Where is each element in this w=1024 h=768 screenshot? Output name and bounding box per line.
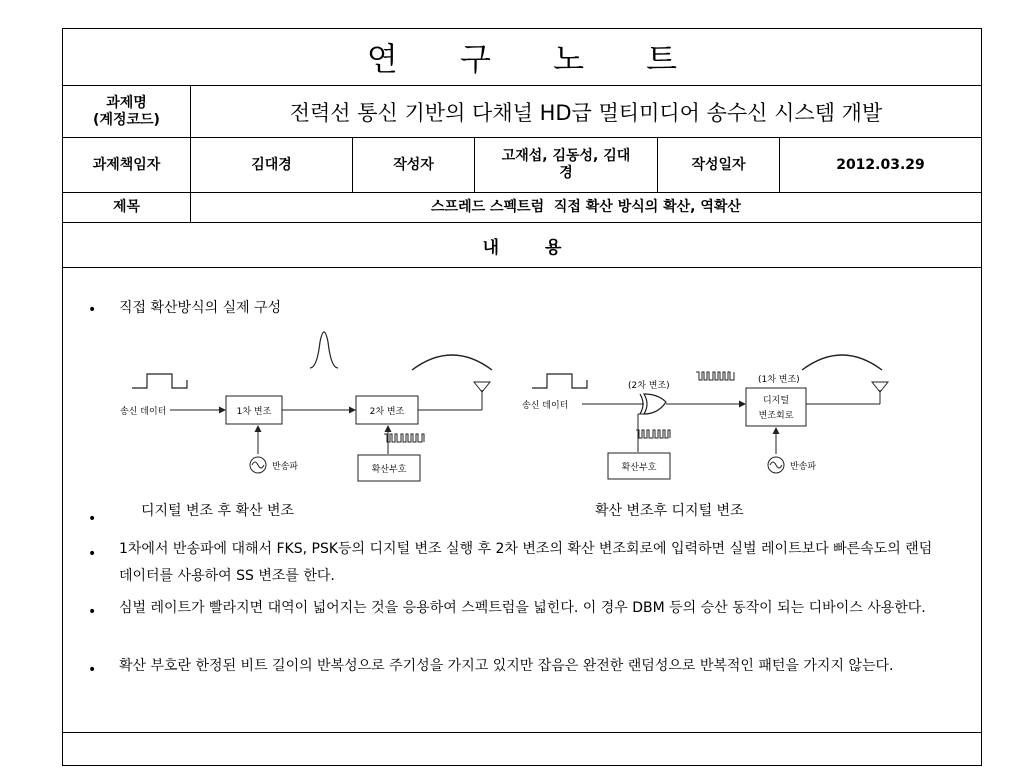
project-name: 전력선 통신 기반의 다채널 HD급 멀티미디어 송수신 시스템 개발	[190, 86, 981, 137]
caption-left: 디지털 변조 후 확산 변조	[141, 503, 295, 519]
digital-mod-line2: 변조회로	[758, 411, 794, 421]
right-spread-code-label: 확산부호	[621, 463, 657, 473]
caption-right: 확산 변조후 디지털 변조	[595, 503, 744, 519]
bullet-dot: •	[88, 302, 97, 318]
project-label: 과제명 (계정코드)	[93, 94, 160, 128]
bullet-text-2: 1차에서 반송파에 대해서 FKS, PSK등의 디지털 변조 실행 후 2차 변조의 확산 변조회로에 입력하면 실벌 레이트보다 빠른속도의 랜덤 데이터를 사용하여 SS 변조를 한다.	[119, 541, 933, 584]
data-waveform-icon	[132, 374, 187, 388]
left-mod2-label: 2차 변조	[369, 407, 405, 417]
right-mod2-label: (2차 변조)	[628, 381, 670, 391]
date-label: 작성일자	[657, 138, 779, 192]
pn-code-icon	[696, 372, 734, 380]
bullet-text-4: 확산 부호란 한정된 비트 길이의 반복성으로 주기성을 가지고 있지만 잡음은 완전한 랜덤성으로 반복적인 패턴을 가지지 않는다.	[119, 658, 894, 674]
spread-spectrum-icon	[802, 355, 882, 370]
bullet-text-1: 직접 확산방식의 실제 구성	[119, 300, 282, 316]
author-value: 고재섭, 김동성, 김대경	[474, 138, 657, 192]
pn-code-icon	[636, 430, 670, 438]
xor-gate-icon	[644, 394, 666, 414]
bullet-dot: •	[88, 662, 97, 678]
subject-row	[63, 193, 981, 223]
right-carrier-label: 반송파	[790, 462, 817, 472]
left-carrier-label: 반송파	[272, 462, 299, 472]
digital-mod-line1: 디지털	[762, 396, 790, 406]
subject-label: 제목	[112, 199, 141, 215]
project-row	[63, 86, 981, 138]
right-mod1-label: (1차 변조)	[758, 375, 800, 385]
left-mod1-label: 1차 변조	[236, 407, 272, 417]
pulse-spectrum-icon	[310, 332, 338, 368]
page-title: 연 구 노 트	[366, 40, 704, 78]
leader-value: 김대경	[190, 138, 352, 192]
content-heading-row	[63, 223, 981, 268]
leader-label: 과제책임자	[92, 156, 161, 173]
right-diagram	[522, 355, 888, 479]
right-input-label: 송신 데이터	[522, 401, 569, 411]
bullet-text-3: 심벌 레이트가 빨라지면 대역이 넓어지는 것을 응용하여 스펙트럼을 넓힌다. 이 경우 DBM 등의 승산 동작이 되는 디바이스 사용한다.	[119, 600, 926, 616]
pn-code-icon	[384, 434, 424, 442]
bullet-dot: •	[88, 546, 97, 562]
spread-spectrum-diagrams	[62, 322, 922, 492]
bullet-dot: •	[88, 604, 97, 620]
left-diagram	[120, 332, 492, 481]
left-spread-code-label: 확산부호	[371, 465, 407, 475]
author-label: 작성자	[352, 138, 474, 192]
bullet-dot: •	[88, 511, 97, 527]
subject-value: 스프레드 스펙트럼 직접 확산 방식의 확산, 역확산	[190, 193, 981, 222]
left-input-label: 송신 데이터	[120, 407, 167, 417]
title-row	[63, 29, 981, 86]
data-waveform-icon	[532, 374, 587, 388]
date-value: 2012.03.29	[779, 138, 981, 192]
info-row	[63, 138, 981, 193]
spread-spectrum-icon	[412, 355, 492, 370]
content-heading: 내 용	[482, 237, 582, 258]
